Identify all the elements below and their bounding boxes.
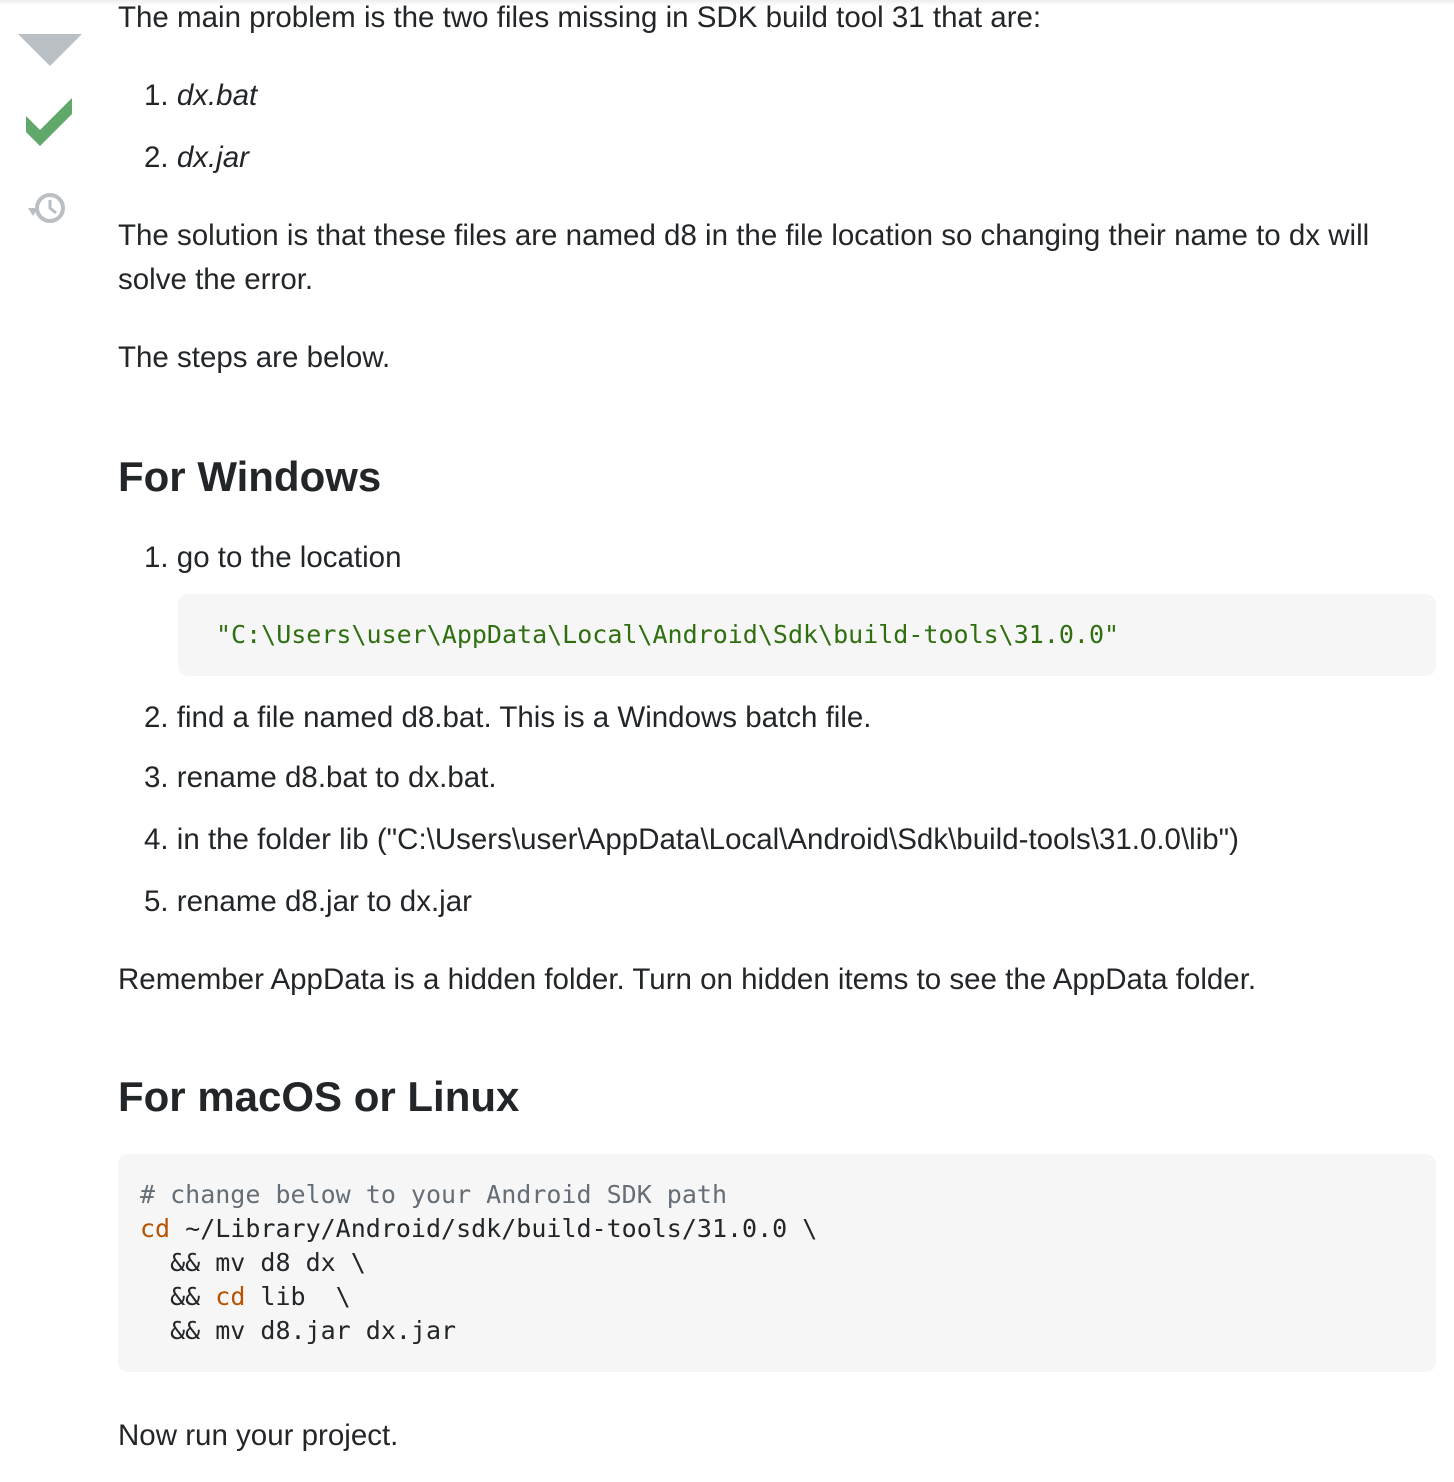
code-text: ~/Library/Android/sdk/build-tools/31.0.0 \	[170, 1214, 818, 1243]
code-line	[118, 1280, 1436, 1314]
accepted-check-icon	[24, 96, 76, 148]
list-number: 2.	[144, 141, 177, 174]
code-keyword: cd	[140, 1214, 171, 1243]
code-line: && mv d8 dx \	[140, 1248, 366, 1277]
list-item: 4. in the folder lib ("C:\Users\user\AppData\Local\Android\Sdk\build-tools\31.0.0\lib")	[144, 823, 1239, 856]
list-number: 1.	[144, 79, 177, 112]
list-item: 1. go to the location	[144, 541, 402, 574]
list-item: 5. rename d8.jar to dx.jar	[144, 885, 472, 918]
history-icon[interactable]	[28, 190, 68, 226]
solution-text: The solution is that these files are named d8 in the file location so changing their name to dx will	[118, 219, 1370, 252]
heading-macos-linux: For macOS or Linux	[118, 1073, 520, 1120]
code-keyword: cd	[215, 1282, 246, 1311]
solution-text-cont: solve the error.	[118, 263, 314, 296]
filename: dx.bat	[176, 79, 258, 112]
intro-text: The main problem is the two files missing in SDK build tool 31 that are:	[118, 1, 1042, 34]
downvote-button[interactable]	[18, 34, 82, 66]
heading-windows: For Windows	[118, 453, 382, 500]
list-item	[144, 135, 249, 180]
code-text: lib \	[245, 1282, 351, 1311]
code-block-path	[178, 594, 1436, 676]
outro-text: Now run your project.	[118, 1419, 399, 1452]
code-string: "C:\Users\user\AppData\Local\Android\Sdk\build-tools\31.0.0"	[216, 620, 1120, 649]
note-text: Remember AppData is a hidden folder. Turn on hidden items to see the AppData folder.	[118, 963, 1257, 996]
code-block-shell	[118, 1154, 1436, 1372]
filename: dx.jar	[176, 141, 249, 174]
list-item	[144, 73, 257, 118]
code-line	[118, 1212, 1436, 1246]
code-line: && mv d8.jar dx.jar	[140, 1316, 457, 1345]
list-item: 3. rename d8.bat to dx.bat.	[144, 761, 497, 794]
steps-intro: The steps are below.	[118, 341, 391, 374]
list-item: 2. find a file named d8.bat. This is a Windows batch file.	[144, 701, 872, 734]
code-comment: # change below to your Android SDK path	[140, 1180, 727, 1209]
code-text: &&	[140, 1282, 216, 1311]
